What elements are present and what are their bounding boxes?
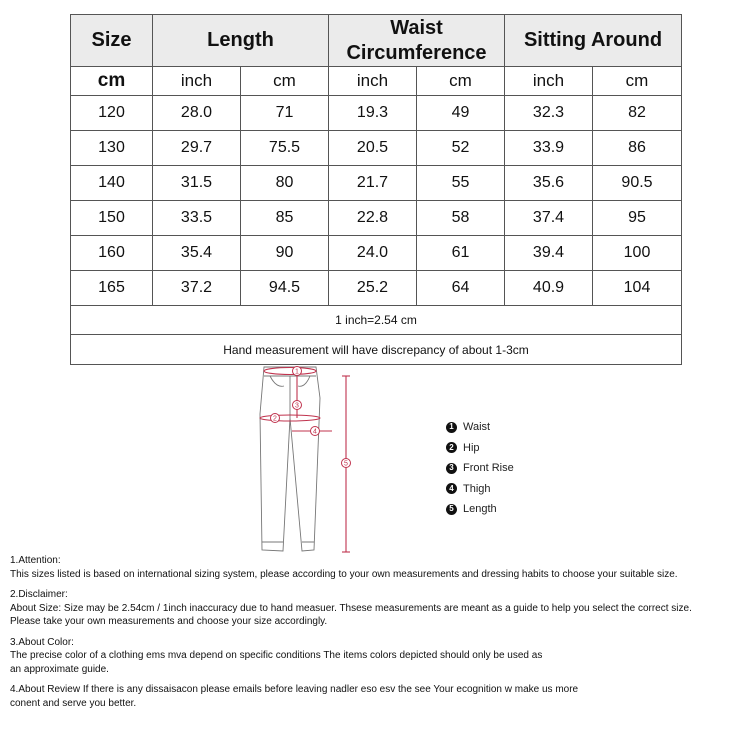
note-color	[10, 636, 745, 677]
note-body: This sizes listed is based on international sizing system, please according to your own measurements and dressing habits to choose your suitable size.	[10, 568, 678, 580]
table-cell: 52	[417, 131, 505, 166]
table-row	[71, 166, 682, 201]
legend-label: Hip	[463, 441, 480, 454]
legend-number-badge: 2	[446, 442, 457, 453]
marker-4	[311, 427, 320, 436]
waist-line	[264, 368, 316, 375]
table-cell: 32.3	[505, 96, 593, 131]
table-cell: 90.5	[593, 166, 682, 201]
note-body: The precise color of a clothing ems mva depend on specific conditions The items colors depicted should only be used as an approximate guide.	[10, 650, 543, 675]
unit-cell: cm	[71, 67, 153, 96]
table-cell: 58	[417, 201, 505, 236]
table-row	[71, 201, 682, 236]
note-title: 2.Disclaimer:	[10, 589, 68, 600]
notes-section	[10, 554, 745, 717]
table-cell: 150	[71, 201, 153, 236]
legend-item	[446, 458, 514, 479]
note-review	[10, 683, 745, 710]
legend-label: Thigh	[463, 482, 491, 495]
table-cell: 39.4	[505, 236, 593, 271]
table-cell: 94.5	[241, 271, 329, 306]
note-title: 3.About Color:	[10, 636, 74, 648]
table-cell: 140	[71, 166, 153, 201]
marker-2	[271, 414, 280, 423]
table-cell: 37.4	[505, 201, 593, 236]
table-cell: 95	[593, 201, 682, 236]
table-cell: 85	[241, 201, 329, 236]
table-cell: 55	[417, 166, 505, 201]
discrepancy-note-row	[71, 335, 682, 365]
table-cell: 61	[417, 236, 505, 271]
pants-outline	[260, 367, 320, 551]
unit-row	[71, 67, 682, 96]
marker-1	[293, 367, 302, 376]
legend-item	[446, 417, 514, 438]
table-row	[71, 271, 682, 306]
table-cell: 49	[417, 96, 505, 131]
legend-number-badge: 5	[446, 504, 457, 515]
table-cell: 80	[241, 166, 329, 201]
table-cell: 29.7	[153, 131, 241, 166]
discrepancy-note: Hand measurement will have discrepancy of about 1-3cm	[71, 335, 682, 365]
table-cell: 71	[241, 96, 329, 131]
table-cell: 120	[71, 96, 153, 131]
marker-4-label: 4	[313, 428, 317, 436]
table-cell: 24.0	[329, 236, 417, 271]
header-waist: Waist Circumference	[329, 15, 505, 67]
unit-cell: cm	[593, 67, 682, 96]
measurement-legend	[446, 417, 514, 520]
legend-item	[446, 499, 514, 520]
marker-3	[293, 401, 302, 410]
diagram-markers	[271, 367, 351, 468]
table-cell: 64	[417, 271, 505, 306]
size-chart-table	[70, 14, 682, 365]
measurement-lines	[260, 368, 350, 553]
legend-number-badge: 4	[446, 483, 457, 494]
legend-number-badge: 3	[446, 463, 457, 474]
table-cell: 21.7	[329, 166, 417, 201]
table-cell: 75.5	[241, 131, 329, 166]
unit-cell: cm	[241, 67, 329, 96]
note-disclaimer	[10, 588, 745, 629]
note-body: About Size: Size may be 2.54cm / 1inch inaccuracy due to hand measuer. Thsese measurements are meant as a guide to help you select the correct size. Please take your own measurements and choose your size accordingly.	[10, 602, 692, 627]
conversion-note-row	[71, 306, 682, 335]
table-cell: 100	[593, 236, 682, 271]
table-cell: 165	[71, 271, 153, 306]
table-cell: 40.9	[505, 271, 593, 306]
table-cell: 19.3	[329, 96, 417, 131]
table-row	[71, 96, 682, 131]
table-cell: 28.0	[153, 96, 241, 131]
header-length: Length	[153, 15, 329, 67]
table-cell: 31.5	[153, 166, 241, 201]
conversion-note: 1 inch=2.54 cm	[71, 306, 682, 335]
table-cell: 33.9	[505, 131, 593, 166]
table-cell: 90	[241, 236, 329, 271]
note-title: 1.Attention:	[10, 555, 61, 566]
legend-label: Front Rise	[463, 462, 514, 475]
unit-cell: cm	[417, 67, 505, 96]
legend-label: Length	[463, 503, 497, 516]
legend-item	[446, 438, 514, 459]
table-cell: 104	[593, 271, 682, 306]
table-row	[71, 236, 682, 271]
unit-cell: inch	[329, 67, 417, 96]
marker-3-label: 3	[295, 402, 299, 410]
unit-cell: inch	[505, 67, 593, 96]
table-row	[71, 131, 682, 166]
table-cell: 160	[71, 236, 153, 271]
pants-measurement-diagram	[250, 362, 370, 557]
legend-item	[446, 479, 514, 500]
unit-cell: inch	[153, 67, 241, 96]
legend-number-badge: 1	[446, 422, 457, 433]
table-cell: 22.8	[329, 201, 417, 236]
table-cell: 86	[593, 131, 682, 166]
header-size: Size	[71, 15, 153, 67]
table-cell: 25.2	[329, 271, 417, 306]
table-cell: 35.4	[153, 236, 241, 271]
marker-5-label: 5	[344, 460, 348, 468]
table-cell: 37.2	[153, 271, 241, 306]
marker-1-label: 1	[295, 368, 299, 376]
marker-5	[342, 459, 351, 468]
table-cell: 82	[593, 96, 682, 131]
legend-label: Waist	[463, 421, 491, 434]
table-cell: 33.5	[153, 201, 241, 236]
note-body: 4.About Review If there is any dissaisacon please emails before leaving nadler eso esv the see Your ecognition w make us more conent and serve you better.	[10, 684, 579, 709]
table-cell: 130	[71, 131, 153, 166]
marker-2-label: 2	[273, 415, 277, 423]
table-cell: 20.5	[329, 131, 417, 166]
header-row	[71, 15, 682, 67]
note-attention	[10, 554, 745, 581]
table-cell: 35.6	[505, 166, 593, 201]
header-sitting-around: Sitting Around	[505, 15, 682, 67]
